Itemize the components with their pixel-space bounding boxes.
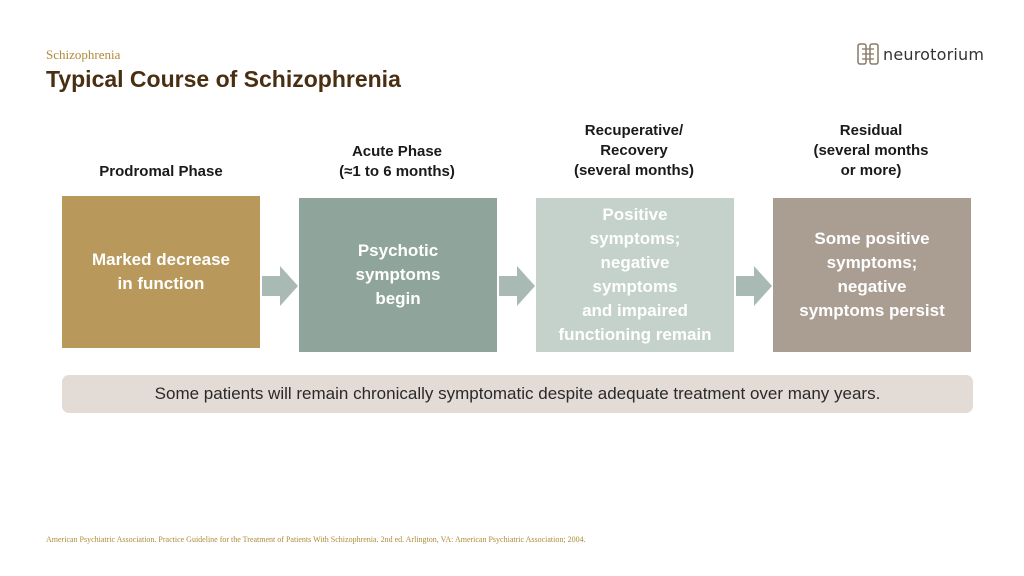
chronic-symptoms-banner (62, 375, 973, 413)
arrow-right-icon (499, 266, 535, 306)
banner-text: Some patients will remain chronically symptomatic despite adequate treatment over many years. (154, 384, 881, 403)
logo-text: neurotorium (883, 44, 985, 64)
arrow-right-icon (736, 266, 772, 306)
arrow-right-icon (262, 266, 298, 306)
arrow-shape (499, 266, 535, 306)
phase-label-residual: Residual (several months or more) (813, 122, 929, 179)
section-eyebrow: Schizophrenia (46, 47, 121, 62)
phase-label-acute: Acute Phase (≈1 to 6 months) (339, 143, 455, 180)
phase-box-prodromal: Marked decrease in function (62, 196, 260, 348)
page-title: Typical Course of Schizophrenia (46, 66, 401, 92)
brand-logo[interactable] (857, 42, 984, 66)
neurotorium-logo-icon (857, 42, 879, 66)
phase-box-recovery: Positive symptoms; negative symptoms and impaired functioning remain (536, 198, 734, 352)
arrow-shape (262, 266, 298, 306)
phase-label-recovery: Recuperative/ Recovery (several months) (573, 122, 695, 179)
phase-box-acute: Psychotic symptoms begin (299, 198, 497, 352)
phase-box-residual: Some positive symptoms; negative symptoms persist (773, 198, 971, 352)
citation: American Psychiatric Association. Practice Guideline for the Treatment of Patients With Schizophrenia. 2nd ed. Arlington, VA: American Psychiatric Association; 2004. (46, 535, 586, 544)
arrow-shape (736, 266, 772, 306)
phase-label-prodromal: Prodromal Phase (99, 163, 223, 180)
